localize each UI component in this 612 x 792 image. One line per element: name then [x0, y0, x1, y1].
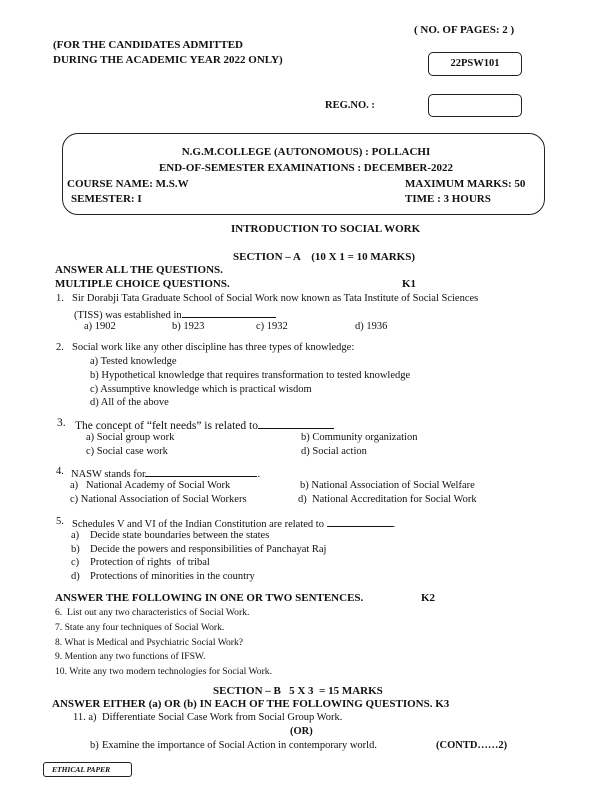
q4-option-a: a) National Academy of Social Work [70, 480, 231, 491]
admitted-line-1: (FOR THE CANDIDATES ADMITTED [53, 39, 243, 51]
q4-option-b: b) National Association of Social Welfare [300, 480, 475, 491]
q5-option-b: Decide the powers and responsibilities of Panchayat Raj [90, 544, 327, 555]
q3-option-d: d) Social action [301, 446, 367, 457]
college-name: N.G.M.COLLEGE (AUTONOMOUS) : POLLACHI [181, 146, 431, 158]
q2-option-b: b) Hypothetical knowledge that requires transformation to tested knowledge [90, 370, 411, 381]
section-a-instruction-2: MULTIPLE CHOICE QUESTIONS. [55, 278, 230, 290]
q4-option-c: c) National Association of Social Workers [70, 494, 247, 505]
q2-number: 2. [56, 342, 64, 353]
q1-option-a: a) 1902 [84, 321, 116, 332]
q3-text-line [75, 418, 334, 432]
q3-text: The concept of “felt needs” is related to [75, 419, 258, 432]
paper-title: INTRODUCTION TO SOCIAL WORK [231, 223, 421, 235]
q3-number: 3. [57, 417, 66, 429]
k2-level: K2 [421, 592, 436, 604]
answer-blank [258, 418, 334, 429]
ethical-paper-label: ETHICAL PAPER [52, 765, 111, 774]
q2-text: Social work like any other discipline has three types of knowledge: [72, 342, 355, 353]
section-b-instruction: ANSWER EITHER (a) OR (b) IN EACH OF THE FOLLOWING QUESTIONS. K3 [52, 698, 450, 710]
ethical-paper-tag [43, 762, 132, 777]
q4-text: NASW stands for [71, 468, 146, 480]
q2-option-d: d) All of the above [90, 397, 169, 408]
answer-blank [182, 308, 276, 318]
no-of-pages: ( NO. OF PAGES: 2 ) [414, 24, 515, 36]
q4-option-d: d) National Accreditation for Social Work [298, 494, 477, 505]
q5-option-c-label: c) [71, 557, 80, 568]
maximum-marks: MAXIMUM MARKS: 50 [405, 178, 526, 190]
or-label: (OR) [290, 726, 313, 737]
course-code-box [428, 52, 522, 76]
q5-option-d: Protections of minorities in the country [90, 571, 255, 582]
q4-number: 4. [56, 466, 64, 477]
q2-option-a: a) Tested knowledge [90, 356, 177, 367]
q5-number: 5. [56, 516, 64, 527]
section-a-instruction-1: ANSWER ALL THE QUESTIONS. [55, 264, 223, 276]
q11b-label: b) [90, 740, 99, 751]
q5-option-a-label: a) [71, 530, 80, 541]
q11a-label: 11. a) [73, 712, 97, 723]
q3-option-b: b) Community organization [301, 432, 418, 443]
admitted-line-2: DURING THE ACADEMIC YEAR 2022 ONLY) [53, 54, 283, 66]
q6: 6. List out any two characteristics of Social Work. [55, 607, 250, 618]
q5-option-c: Protection of rights of tribal [90, 557, 210, 568]
q3-option-c: c) Social case work [86, 446, 168, 457]
q1-option-d: d) 1936 [355, 321, 388, 332]
q5-text: Schedules V and VI of the Indian Constitution are related to [72, 518, 324, 530]
time: TIME : 3 HOURS [405, 193, 491, 205]
q11a-text: Differentiate Social Case Work from Social Group Work. [102, 712, 343, 723]
reg-no-field[interactable] [428, 94, 522, 117]
short-answer-heading: ANSWER THE FOLLOWING IN ONE OR TWO SENTENCES. [55, 592, 364, 604]
q1-option-c: c) 1932 [256, 321, 288, 332]
q5-option-a: Decide state boundaries between the states [90, 530, 270, 541]
exam-title: END-OF-SEMESTER EXAMINATIONS : DECEMBER-2022 [158, 162, 454, 174]
q1-text-line-2 [74, 308, 276, 321]
section-b-heading: SECTION – B 5 X 3 = 15 MARKS [213, 685, 383, 697]
q1-text-line-2-text: (TISS) was established in [74, 309, 182, 321]
section-a-heading: SECTION – A (10 X 1 = 10 MARKS) [233, 251, 415, 263]
semester: SEMESTER: I [71, 193, 142, 205]
q8: 8. What is Medical and Psychiatric Social Work? [55, 637, 244, 648]
q2-option-c: c) Assumptive knowledge which is practical wisdom [90, 384, 312, 395]
q3-option-a: a) Social group work [86, 432, 175, 443]
q7: 7. State any four techniques of Social Work. [55, 622, 225, 633]
q5-option-d-label: d) [71, 571, 80, 582]
q11b-text: Examine the importance of Social Action in contemporary world. [102, 740, 377, 751]
q1-number: 1. [56, 293, 64, 304]
q1-option-b: b) 1923 [172, 321, 205, 332]
k1-level: K1 [402, 278, 417, 290]
reg-no-label: REG.NO. : [325, 100, 375, 111]
q9: 9. Mention any two functions of IFSW. [55, 651, 206, 662]
q5-option-b-label: b) [71, 544, 80, 555]
q5-text-line: Schedules V and VI of the Indian Constitution are related to . [72, 518, 396, 530]
answer-blank [327, 517, 393, 527]
q1-text-line-1: Sir Dorabji Tata Graduate School of Social Work now known as Tata Institute of Social Sciences [72, 293, 479, 304]
continued-marker: (CONTD……2) [436, 740, 508, 751]
answer-blank [145, 467, 257, 477]
q10: 10. Write any two modern technologies for Social Work. [55, 666, 272, 677]
q4-text-line: NASW stands for . [71, 468, 261, 480]
course-name: COURSE NAME: M.S.W [67, 178, 189, 190]
course-code: 22PSW101 [450, 58, 500, 69]
